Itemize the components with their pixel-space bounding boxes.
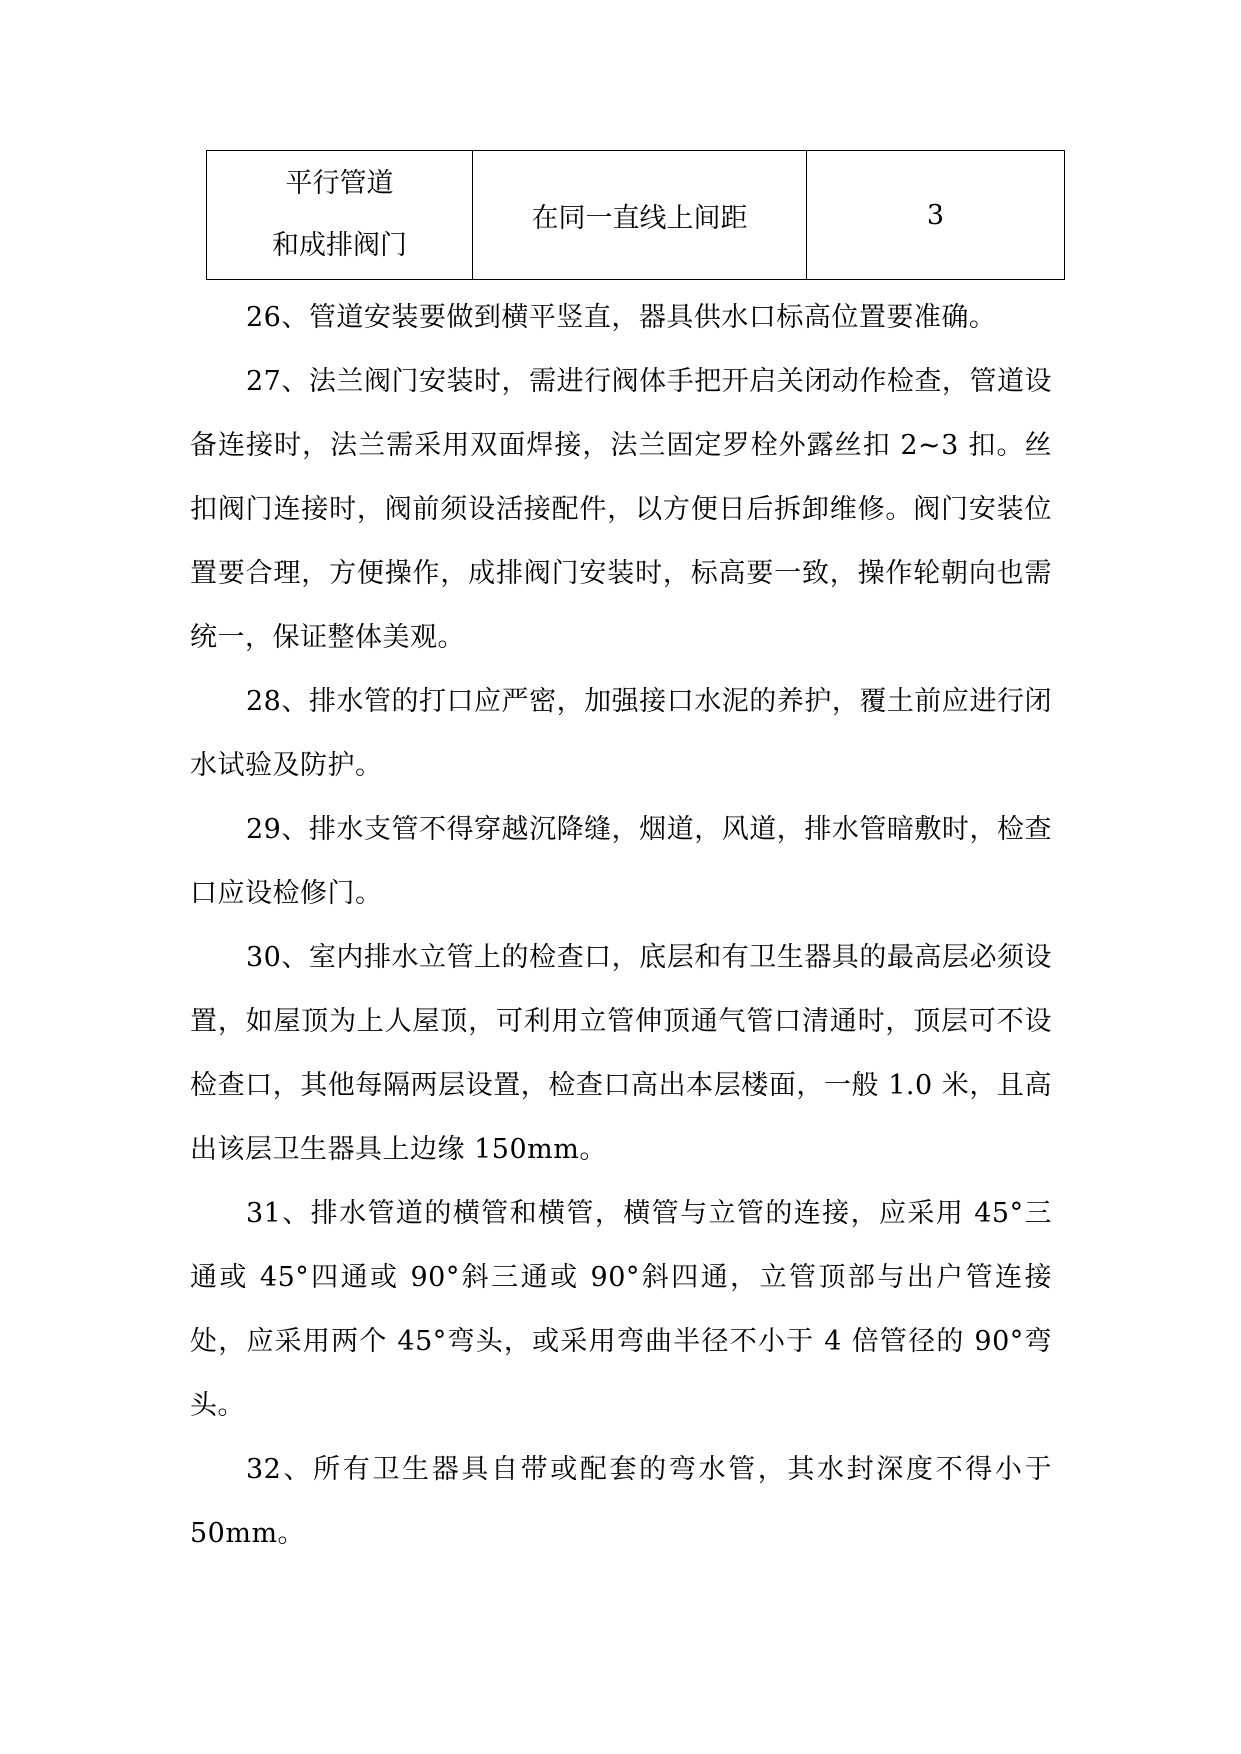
paragraph-32: 32、所有卫生器具自带或配套的弯水管，其水封深度不得小于 50mm。	[190, 1454, 1052, 1549]
tolerance-table	[206, 150, 1065, 280]
item-name-line-1: 平行管道	[285, 168, 394, 199]
table-row	[207, 151, 1065, 280]
body-text	[190, 286, 1052, 1566]
check-item-cell: 在同一直线上间距	[473, 151, 807, 280]
item-name-line-2: 和成排阀门	[272, 230, 407, 261]
item-cell	[207, 151, 473, 280]
paragraph-31: 31、排水管道的横管和横管，横管与立管的连接，应采用 45°三通或 45°四通或 90°斜三通或 90°斜四通，立管顶部与出户管连接处，应采用两个 45°弯头，或采用弯曲半径不小于 4 倍管径的 90°弯头。	[190, 1198, 1052, 1421]
paragraph-30: 30、室内排水立管上的检查口，底层和有卫生器具的最高层必须设置，如屋顶为上人屋顶，可利用立管伸顶通气管口清通时，顶层可不设检查口，其他每隔两层设置，检查口高出本层楼面，一般 1.0 米，且高出该层卫生器具上边缘 150mm。	[190, 942, 1052, 1165]
paragraph-27: 27、法兰阀门安装时，需进行阀体手把开启关闭动作检查，管道设备连接时，法兰需采用双面焊接，法兰固定罗栓外露丝扣 2~3 扣。丝扣阀门连接时，阀前须设活接配件，以方便日后拆卸维修。阀门安装位置要合理，方便操作，成排阀门安装时，标高要一致，操作轮朝向也需统一，保证整体美观。	[190, 366, 1052, 653]
paragraph-28: 28、排水管的打口应严密，加强接口水泥的养护，覆土前应进行闭水试验及防护。	[190, 686, 1052, 781]
paragraph-29: 29、排水支管不得穿越沉降缝，烟道，风道，排水管暗敷时，检查口应设检修门。	[190, 814, 1052, 909]
tolerance-value-cell: 3	[807, 151, 1065, 280]
paragraph-26: 26、管道安装要做到横平竖直，器具供水口标高位置要准确。	[246, 302, 997, 333]
